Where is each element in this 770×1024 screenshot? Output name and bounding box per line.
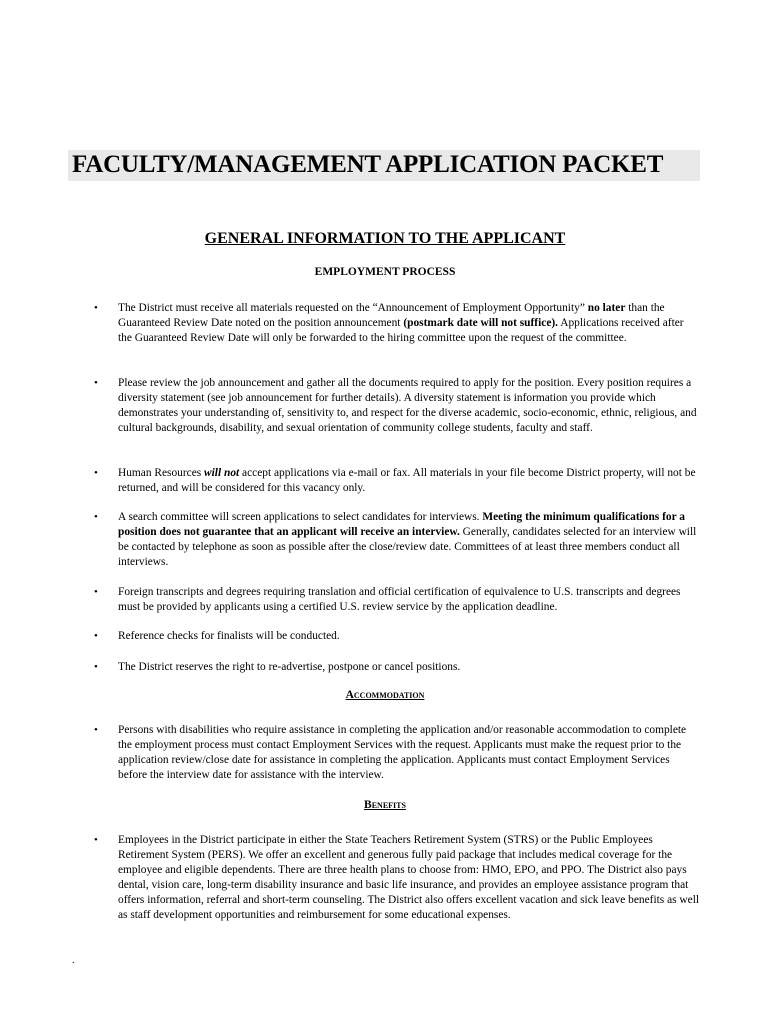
accommodation-heading: Accommodation <box>345 689 425 701</box>
bullet-icon: • <box>94 467 98 479</box>
bullet-icon: • <box>94 511 98 523</box>
item-text: Reference checks for finalists will be conducted. <box>118 630 340 642</box>
item-text: than the Guaranteed Review Date noted on the position announcement <box>118 302 665 329</box>
item-bold: Meeting the minimum qualifications for a position does not guarantee that an applicant will receive an interview. <box>118 511 685 538</box>
item-text: The District must receive all materials requested on the “Announcement of Employment Opportunity” <box>118 302 588 314</box>
bullet-icon: • <box>94 586 98 598</box>
item-text: Generally, candidates selected for an interview will be contacted by telephone as soon as possible after the close/review date. Committees of at least three members conduct all interviews. <box>118 526 697 568</box>
list-item <box>94 510 700 570</box>
list-item <box>94 466 700 496</box>
list-item <box>94 660 700 675</box>
footer-mark: . <box>72 955 75 966</box>
bullet-icon: • <box>94 724 98 736</box>
bullet-icon: • <box>94 377 98 389</box>
item-text: Applications received after the Guaranteed Review Date will only be forwarded to the hiring committee upon the request of the committee. <box>118 317 684 344</box>
item-text: A search committee will screen applications to select candidates for interviews. <box>118 511 483 523</box>
bullet-icon: • <box>94 834 98 846</box>
item-bold: (postmark date will not suffice). <box>403 317 559 329</box>
item-text: Please review the job announcement and gather all the documents required to apply for the position. Every position requires a diversity statement (see job announcement for further details). A diversity statement is information you provide which demonstrates your understanding of, sensitivity to, and respect for the diverse academic, socio-economic, ethnic, religious, and cultural backgrounds, disability, and sexual orientation of community college students, faculty and staff. <box>118 377 697 434</box>
employment-process-heading: EMPLOYMENT PROCESS <box>314 266 456 278</box>
bullet-icon: • <box>94 630 98 642</box>
item-text: Human Resources <box>118 467 205 479</box>
item-text: Foreign transcripts and degrees requiring translation and official certification of equivalence to U.S. transcripts and degrees must be provided by applicants using a certified U.S. review service by the application deadline. <box>118 586 681 613</box>
item-text: accept applications via e-mail or fax. All materials in your file become District property, will not be returned, and will be considered for this vacancy only. <box>118 467 696 494</box>
list-item <box>94 629 700 644</box>
list-item <box>94 585 700 615</box>
page-title: FACULTY/MANAGEMENT APPLICATION PACKET <box>72 151 664 178</box>
list-item <box>94 833 700 923</box>
item-bold-italic: will not <box>204 467 240 479</box>
list-item <box>94 301 700 346</box>
bullet-icon: • <box>94 302 98 314</box>
bullet-icon: • <box>94 661 98 673</box>
benefits-heading: Benefits <box>364 799 406 811</box>
item-text: The District reserves the right to re-advertise, postpone or cancel positions. <box>118 661 461 673</box>
item-bold: no later <box>587 302 626 314</box>
list-item <box>94 376 700 436</box>
list-item <box>94 723 700 783</box>
item-text: Persons with disabilities who require assistance in completing the application and/or reasonable accommodation to complete the employment process must contact Employment Services with the request. Applicants must make the request prior to the application review/close date for assistance in completing the application. Applicants must contact Employment Services before the interview date for assistance with the interview. <box>118 724 687 781</box>
item-text: Employees in the District participate in either the State Teachers Retirement System (STRS) or the Public Employees Retirement System (PERS). We offer an excellent and generous fully paid package that includes medical coverage for the employee and eligible dependents. There are three health plans to choose from: HMO, EPO, and PPO. The District also pays dental, vision care, long-term disability insurance and basic life insurance, and provides an employee assistance program that offers information, referral and short-term counseling. The District also offers excellent vacation and sick leave benefits as well as staff development opportunities and reimbursement for some educational expenses. <box>118 834 700 921</box>
general-info-heading: GENERAL INFORMATION TO THE APPLICANT <box>204 230 566 247</box>
